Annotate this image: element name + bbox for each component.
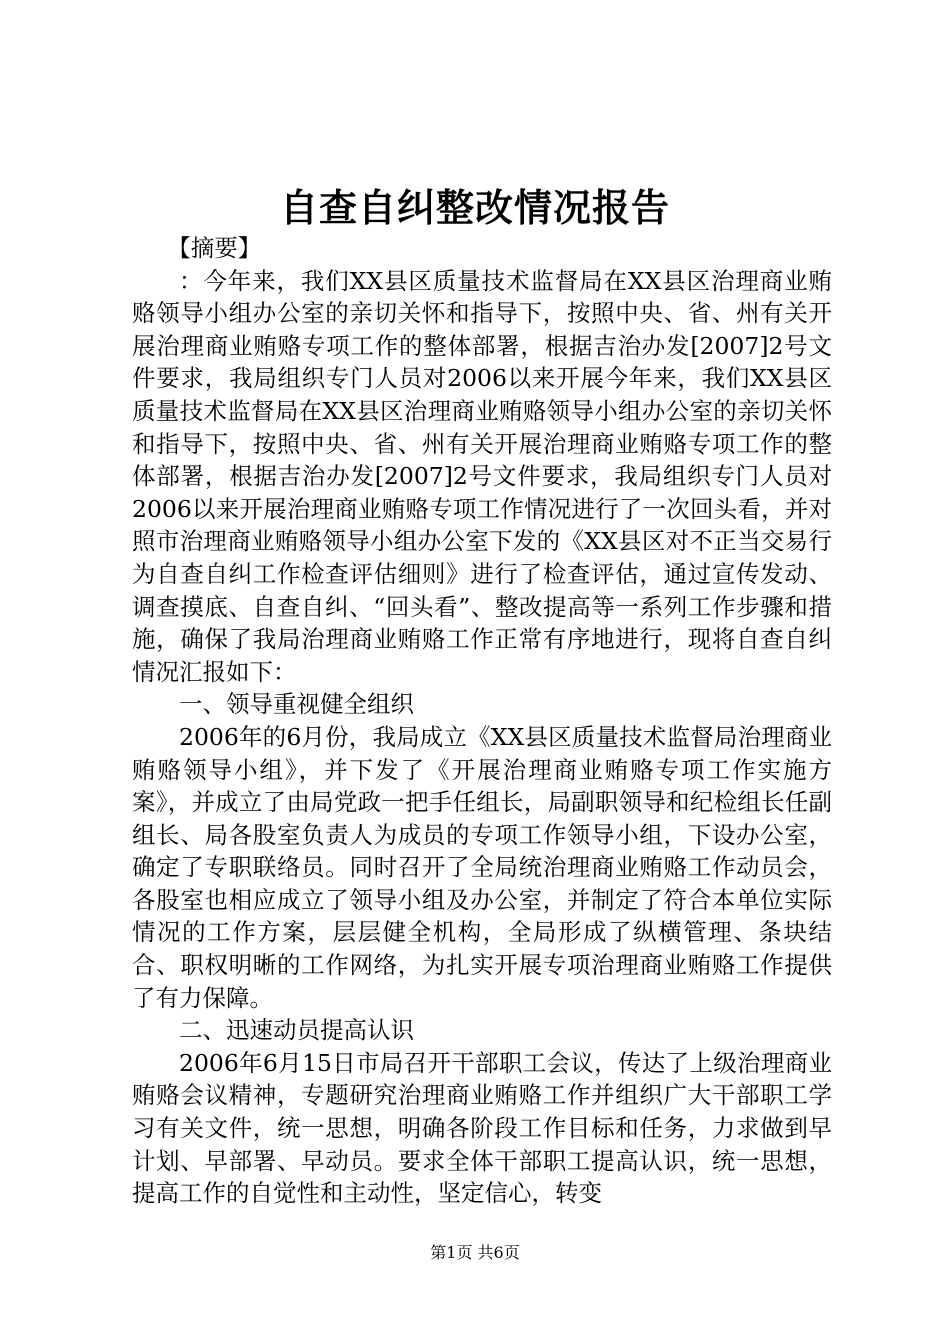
page-footer: 第1页 共6页 (430, 1243, 520, 1262)
section-heading-2: 二、迅速动员提高认识 (179, 1016, 414, 1045)
section-paragraph-1: 2006年的6月份，我局成立《XX县区质量技术监督局治理商业贿赂领导小组》，并下发了《开展治理商业贿赂专项工作实施方案》，并成立了由局党政一把手任组长，局副职领导和纪检组长任副组长、局各股室负责人为成员的专项工作领导小组，下设办公室，确定了专职联络员。同时召开了全局统治理商业贿赂工作动员会，各股室也相应成立了领导小组及办公室，并制定了符合本单位实际情况的工作方案，层层健全机构，全局形成了纵横管理、条块结合、职权明晰的工作网络，为扎实开展专项治理商业贿赂工作提供了有力保障。 (132, 722, 832, 1012)
abstract-label: 【摘要】 (167, 234, 262, 262)
abstract-paragraph: ：今年来，我们XX县区质量技术监督局在XX县区治理商业贿赂领导小组办公室的亲切关怀和指导下，按照中央、省、州有关开展治理商业贿赂专项工作的整体部署，根据吉治办发[2007]2号文件要求，我局组织专门人员对2006以来开展今年来，我们XX县区质量技术监督局在XX县区治理商业贿赂领导小组办公室的亲切关怀和指导下，按照中央、省、州有关开展治理商业贿赂专项工作的整体部署，根据吉治办发[2007]2号文件要求，我局组织专门人员对2006以来开展治理商业贿赂专项工作情况进行了一次回头看，并对照市治理商业贿赂领导小组办公室下发的《XX县区对不正当交易行为自查自纠工作检查评估细则》进行了检查评估，通过宣传发动、调查摸底、自查自纠、“回头看”、整改提高等一系列工作步骤和措施，确保了我局治理商业贿赂工作正常有序地进行，现将自查自纠情况汇报如下： (132, 266, 832, 686)
document-title: 自查自纠整改情况报告 (279, 185, 670, 230)
document-body (132, 232, 832, 1210)
section-paragraph-2: 2006年6月15日市局召开干部职工会议，传达了上级治理商业贿赂会议精神，专题研究治理商业贿赂工作并组织广大干部职工学习有关文件，统一思想，明确各阶段工作目标和任务，力求做到早计划、早部署、早动员。要求全体干部职工提高认识，统一思想，提高工作的自觉性和主动性，坚定信心，转变 (132, 1048, 832, 1208)
section-heading-1: 一、领导重视健全组织 (179, 690, 414, 719)
